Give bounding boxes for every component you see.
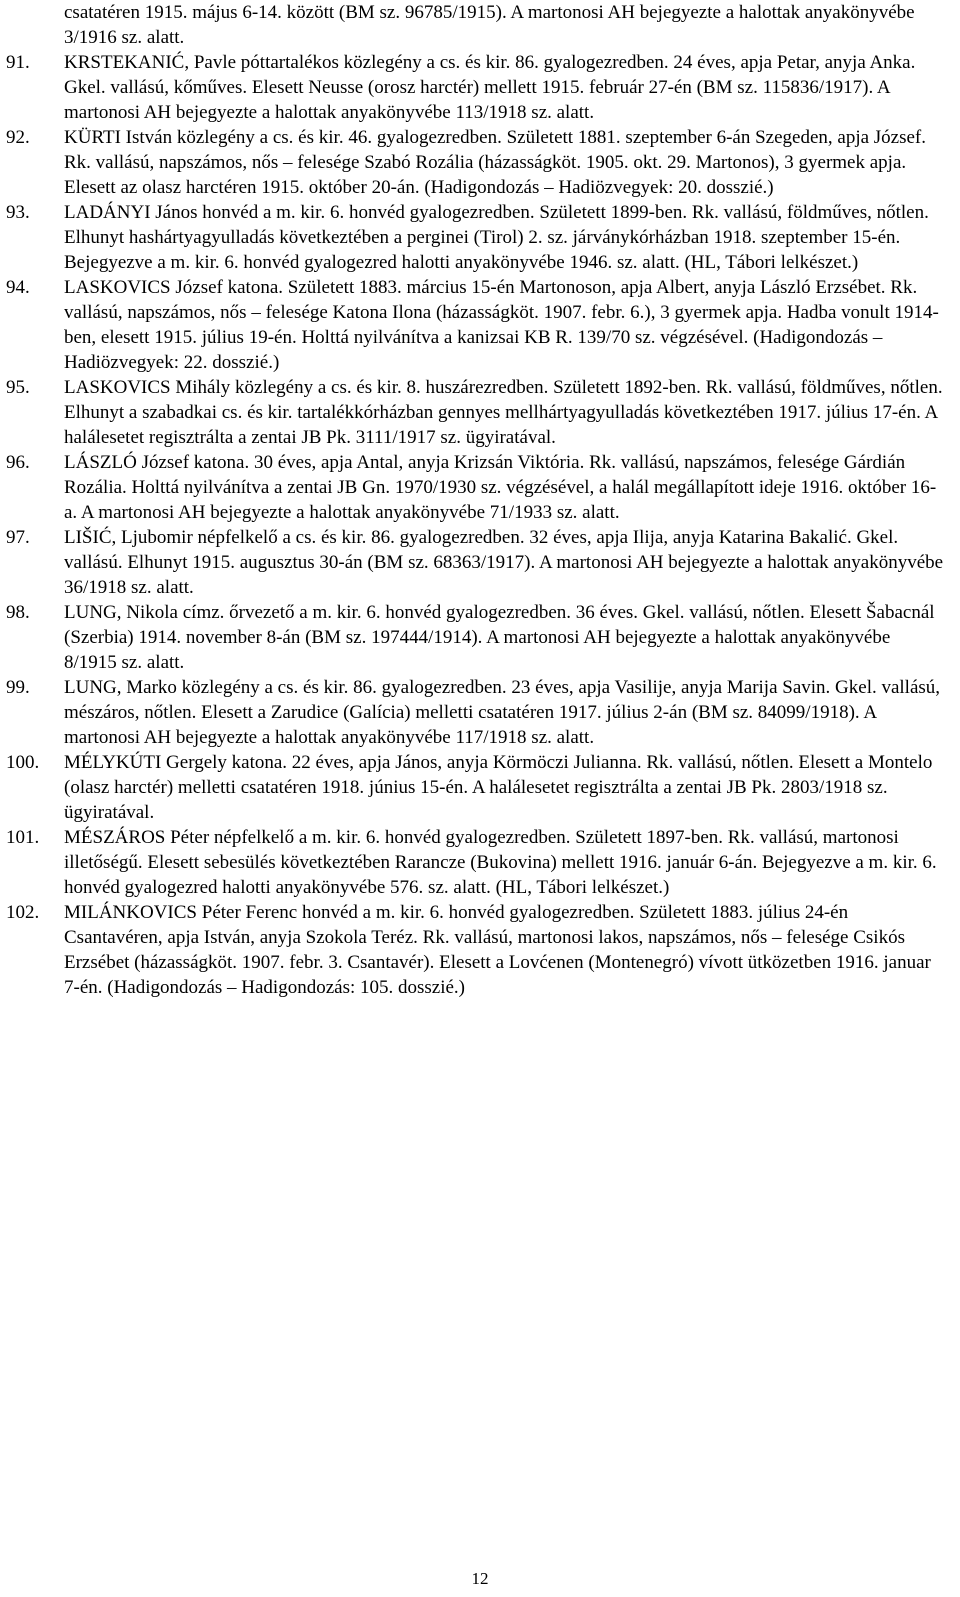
entry-number: 92. <box>6 127 30 148</box>
entry-list <box>0 50 960 1000</box>
entry-text: LIŠIĆ, Ljubomir népfelkelő a cs. és kir. 86. gyalogezredben. 32 éves, apja Ilija, anyja Katarina Bakalić. Gkel. vallású. Elhunyt 1915. augusztus 30-án (BM sz. 68363/1917). A martonosi AH bejegyezte a halottak anyakönyvébe 36/1918 sz. alatt. <box>64 527 944 598</box>
entry-text: LASKOVICS József katona. Született 1883. március 15-én Martonoson, apja Albert, anyja László Erzsébet. Rk. vallású, napszámos, nős – felesége Katona Ilona (házasságköt. 1907. febr. 6.), 3 gyermek apja. Hadba vonult 1914-ben, elesett 1915. július 19-én. Holttá nyilvánítva a kanizsai KB R. 139/70 sz. végzésével. (Hadigondozás – Hadiözvegyek: 22. dosszié.) <box>64 277 939 373</box>
list-item <box>0 200 946 275</box>
entry-number: 99. <box>6 677 30 698</box>
entry-text: KRSTEKANIĆ, Pavle póttartalékos közlegény a cs. és kir. 86. gyalogezredben. 24 éves, apja Petar, anyja Anka. Gkel. vallású, kőműves. Elesett Neusse (orosz harctér) mellett 1915. február 27-én (BM sz. 115836/1917). A martonosi AH bejegyezte a halottak anyakönyvébe 113/1918 sz. alatt. <box>64 52 916 123</box>
entry-number: 95. <box>6 377 30 398</box>
entry-text: LADÁNYI János honvéd a m. kir. 6. honvéd gyalogezredben. Született 1899-ben. Rk. vallású, földműves, nőtlen. Elhunyt hashártyagyulladás következtében a perginei (Tirol) 2. sz. járványkórházban 1918. szeptember 15-én. Bejegyezve a m. kir. 6. honvéd gyalogezred halotti anyakönyvébe 1946. sz. alatt. (HL, Tábori lelkészet.) <box>64 202 929 273</box>
entry-text: LUNG, Nikola címz. őrvezető a m. kir. 6. honvéd gyalogezredben. 36 éves. Gkel. vallású, nőtlen. Elesett Šabacnál (Szerbia) 1914. november 8-án (BM sz. 197444/1914). A martonosi AH bejegyezte a halottak anyakönyvébe 8/1915 sz. alatt. <box>64 602 935 673</box>
entry-text: KÜRTI István közlegény a cs. és kir. 46. gyalogezredben. Született 1881. szeptember 6-án Szegeden, apja József. Rk. vallású, napszámos, nős – felesége Szabó Rozália (házasságköt. 1905. okt. 29. Martonos), 3 gyermek apja. Elesett az olasz harctéren 1915. október 20-án. (Hadigondozás – Hadiözvegyek: 20. dosszié.) <box>64 127 927 198</box>
entry-number: 93. <box>6 202 30 223</box>
entry-number: 97. <box>6 527 30 548</box>
list-item <box>0 50 946 125</box>
entry-number: 101. <box>6 827 40 848</box>
entry-text: MÉSZÁROS Péter népfelkelő a m. kir. 6. honvéd gyalogezredben. Született 1897-ben. Rk. vallású, martonosi illetőségű. Elesett sebesülés következtében Rarancze (Bukovina) mellett 1916. január 6-án. Bejegyezve a m. kir. 6. honvéd gyalogezred halotti anyakönyvébe 576. sz. alatt. (HL, Tábori lelkészet.) <box>64 827 937 898</box>
entry-text: MÉLYKÚTI Gergely katona. 22 éves, apja János, anyja Körmöczi Julianna. Rk. vallású, nőtlen. Elesett a Montelo (olasz harctér) melletti csatatéren 1918. június 15-én. A halálesetet regisztrálta a zentai JB Pk. 2803/1918 sz. ügyiratával. <box>64 752 933 823</box>
entry-number: 91. <box>6 52 30 73</box>
entry-text: MILÁNKOVICS Péter Ferenc honvéd a m. kir. 6. honvéd gyalogezredben. Született 1883. július 24-én Csantavéren, apja István, anyja Szokola Teréz. Rk. vallású, martonosi lakos, napszámos, nős – felesége Csikós Erzsébet (házasságköt. 1907. febr. 3. Csantavér). Elesett a Lovćenen (Montenegró) vívott ütközetben 1916. januar 7-én. (Hadigondozás – Hadigondozás: 105. dosszié.) <box>64 902 931 998</box>
entry-text: LASKOVICS Mihály közlegény a cs. és kir. 8. huszárezredben. Született 1892-ben. Rk. vallású, földműves, nőtlen. Elhunyt a szabadkai cs. és kir. tartalékkórházban gennyes mellhártyagyulladás következtében 1917. július 17-én. A halálesetet regisztrálta a zentai JB Pk. 3111/1917 sz. ügyiratával. <box>64 377 943 448</box>
list-item <box>0 125 946 200</box>
continued-entry-text: csatatéren 1915. május 6-14. között (BM sz. 96785/1915). A martonosi AH bejegyezte a halottak anyakönyvébe 3/1916 sz. alatt. <box>64 2 915 48</box>
entry-number: 96. <box>6 452 30 473</box>
entry-number: 102. <box>6 902 40 923</box>
list-item <box>0 275 946 375</box>
list-item <box>0 750 946 825</box>
list-item <box>0 525 946 600</box>
list-item <box>0 675 946 750</box>
list-item <box>0 900 946 1000</box>
entry-number: 94. <box>6 277 30 298</box>
page-number: 12 <box>471 1569 489 1588</box>
entry-text: LÁSZLÓ József katona. 30 éves, apja Antal, anyja Krizsán Viktória. Rk. vallású, napszámos, felesége Gárdián Rozália. Holttá nyilvánítva a zentai JB Gn. 1970/1930 sz. végzésével, a halál megállapított ideje 1916. október 16-a. A martonosi AH bejegyezte a halottak anyakönyvébe 71/1933 sz. alatt. <box>64 452 937 523</box>
entry-number: 98. <box>6 602 30 623</box>
entry-number: 100. <box>6 752 40 773</box>
list-item <box>0 450 946 525</box>
entry-text: LUNG, Marko közlegény a cs. és kir. 86. gyalogezredben. 23 éves, apja Vasilije, anyja Marija Savin. Gkel. vallású, mészáros, nőtlen. Elesett a Zarudice (Galícia) melletti csatatéren 1917. július 2-án (BM sz. 84099/1918). A martonosi AH bejegyezte a halottak anyakönyvébe 117/1918 sz. alatt. <box>64 677 941 748</box>
list-item <box>0 825 946 900</box>
list-item <box>0 600 946 675</box>
list-item <box>0 375 946 450</box>
